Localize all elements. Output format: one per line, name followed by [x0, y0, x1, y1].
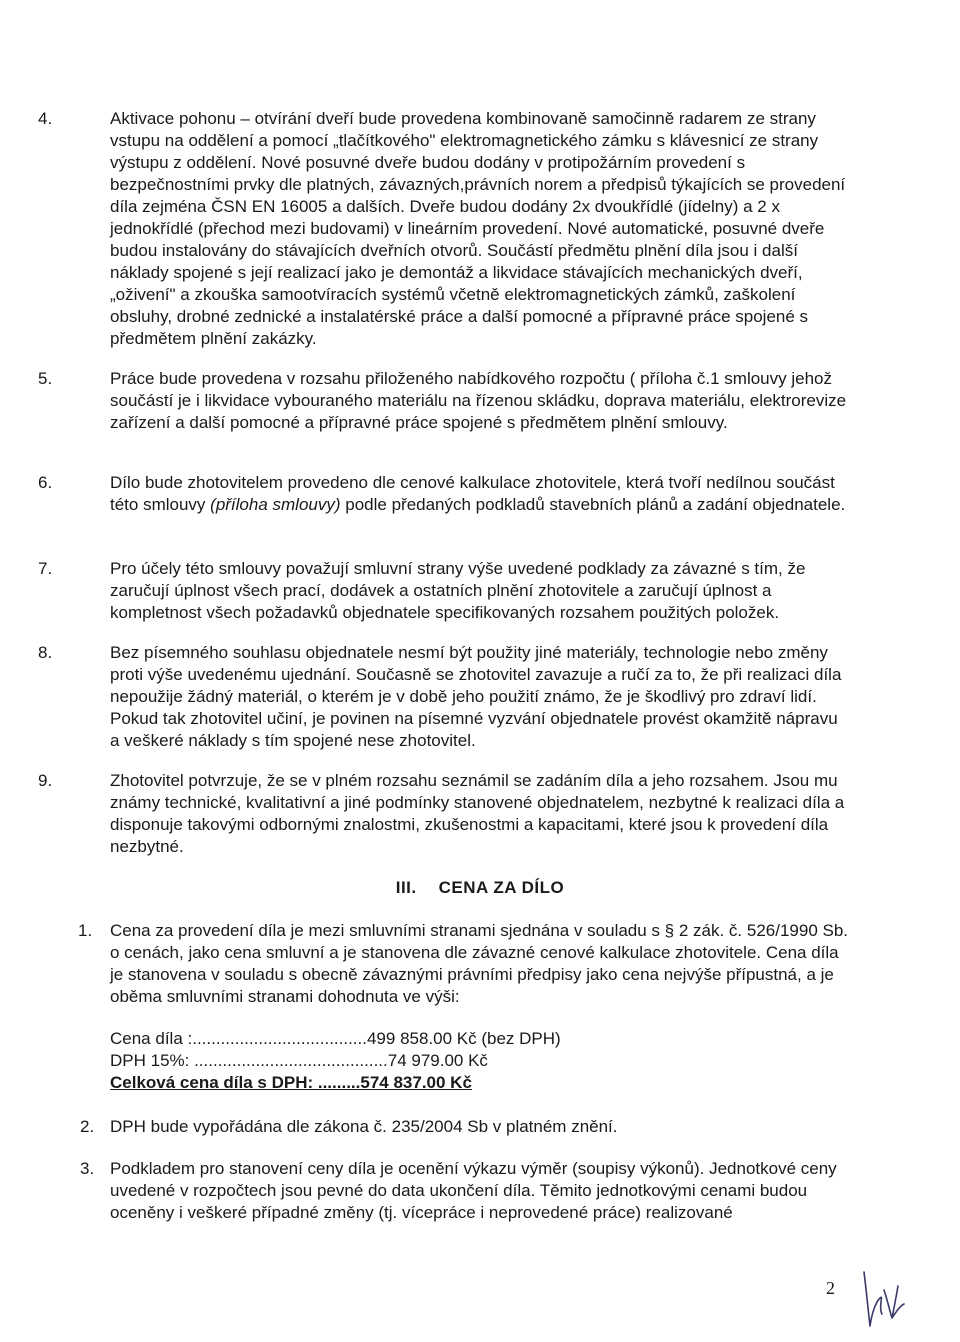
point-text: Pro účely této smlouvy považují smluvní strany výše uvedené podklady za závazné s tím, že zaručují úplnost všech prací, dodávek a ostatních plnění zhotovitele a zaručují úplnost a kompletnost všech požadavků objednatele specifikovaných rozsahem použitých položek.: [110, 559, 806, 622]
point-number: 1.: [78, 921, 93, 940]
point-text: Aktivace pohonu – otvírání dveří bude provedena kombinovaně samočinně radarem ze strany vstupu na oddělení a pomocí „tlačítkového" elektromagnetického zámku s klávesnicí ze strany výstupu z oddělení. Nové posuvné dveře budou dodány v protipožárním provedení s bezpečnostními prvky dle platných, závazných,právních norem a předpisů týkajících se provedení díla zejména ČSN EN 16005 a dalších. Dveře budou dodány 2x dvoukřídlé (jídelny) a 2 x jednokřídlé (přechod mezi budovami) v lineárním provedení. Nové automatické, posuvné dveře budou instalovány do stávajících dveřních otvorů. Součástí předmětu plnění díla jsou i další náklady spojené s její realizací jako je demontáž a likvidace stávajících mechanických dveří, „oživení" a zkouška samootvíracích systémů včetně elektromagnetických zámků, zaškolení obsluhy, drobné zednické a instalatérské práce a další pomocné a přípravné práce spojené s předmětem plnění zakázky.: [110, 109, 846, 348]
point-number: 7.: [38, 559, 53, 578]
point-text: Podkladem pro stanovení ceny díla je ocenění výkazu výměr (soupisy výkonů). Jednotkové ceny uvedené v rozpočtech jsou pevné do data ukončení díla. Těmito jednotkovými cenami budou oceněny i veškeré případné změny (tj. vícepráce i neprovedené práce) realizované: [110, 1159, 837, 1222]
point-number: 4.: [38, 109, 53, 128]
point-number: 3.: [80, 1159, 95, 1178]
page-number: 2: [826, 1278, 835, 1298]
point-text: [110, 472, 850, 516]
point-text: Bez písemného souhlasu objednatele nesmí být použity jiné materiály, technologie nebo změny proti výše uvedenému ujednání. Současně se zhotovitel zavazuje a ručí za to, že při realizaci díla nepoužije žádný materiál, o kterém je v době jeho použití známo, že je škodlivý pro zdraví lidí. Pokud tak zhotovitel učiní, je povinen na písemné vyzvání objednatele provést okamžitě nápravu a veškeré náklady s tím spojené nese zhotovitel.: [110, 643, 842, 750]
price-line-total: Celková cena díla s DPH: .........574 837.00 Kč: [110, 1073, 472, 1092]
point-number: 2.: [80, 1117, 95, 1136]
price-line-net: Cena díla :.....................................499 858.00 Kč (bez DPH): [110, 1029, 561, 1048]
handwritten-initials-icon: [858, 1268, 908, 1330]
point-text: Cena za provedení díla je mezi smluvními stranami sjednána v souladu s § 2 zák. č. 526/1990 Sb. o cenách, jako cena smluvní a je stanovena dle závazné cenové kalkulace zhotovitele. Cena díla je stanovena v souladu s obecně závaznými právními předpisy jako cena nejvýše přípustná, a je oběma smluvními stranami dohodnuta ve výši:: [110, 921, 849, 1006]
point-number: 6.: [38, 473, 53, 492]
point-number: 9.: [38, 771, 53, 790]
section-roman-numeral: III.: [395, 878, 417, 897]
point-text: Práce bude provedena v rozsahu přiloženého nabídkového rozpočtu ( příloha č.1 smlouvy jehož součástí je i likvidace vybouraného materiálu na řízenou skládku, doprava materiálu, elektrorevize zařízení a další pomocné a přípravné práce spojené s předmětem plnění smlouvy.: [110, 369, 847, 432]
text-after: podle předaných podkladů stavebních plánů a zadání objednatele.: [340, 495, 846, 514]
price-line-vat: DPH 15%: .........................................74 979.00 Kč: [110, 1051, 488, 1070]
point-text: DPH bude vypořádána dle zákona č. 235/2004 Sb v platném znění.: [110, 1117, 618, 1136]
point-text: Zhotovitel potvrzuje, že se v plném rozsahu seznámil se zadáním díla a jeho rozsahem. Jsou mu známy technické, kvalitativní a jiné podmínky stanovené objednatelem, nezbytné k realizaci díla a disponuje takovými odbornými znalostmi, zkušenostmi a kapacitami, které jsou k provedení díla nezbytné.: [110, 771, 845, 856]
text-before: Dílo bude zhotovitelem provedeno dle cenové kalkulace zhotovitele, která tvoří nedílnou součást této smlouvy: [110, 473, 835, 514]
section-heading: [0, 878, 960, 898]
annex-reference: (příloha smlouvy): [210, 495, 341, 514]
section-title: CENA ZA DÍLO: [438, 878, 565, 897]
point-number: 8.: [38, 643, 53, 662]
point-number: 5.: [38, 369, 53, 388]
